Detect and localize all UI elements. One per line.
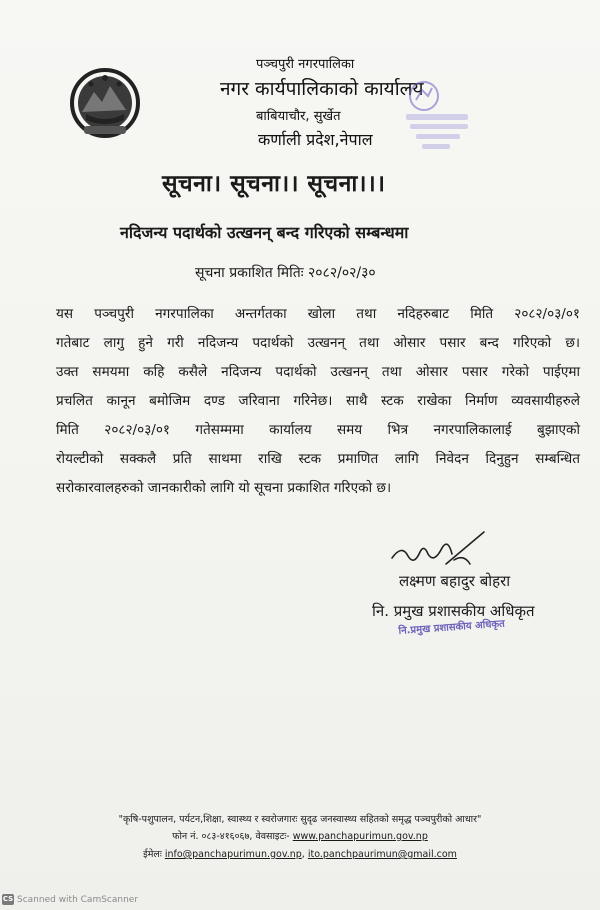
office-seal-stamp-icon (398, 74, 476, 156)
body-line: यस पञ्चपुरी नगरपालिका अन्तर्गतका खोला तथा नदिहरुबाट मिति २०८२/०३/०१ (56, 306, 580, 322)
footer-slogan: "कृषि-पशुपालन, पर्यटन,शिक्षा, स्वास्थ्य र स्वरोजगारः सुदृढ जनस्वास्थ्य सहितको समृद्ध पञ्चपुरीको आधार" (118, 814, 482, 825)
body-line: उक्त समयमा कहि कसैले नदिजन्य पदार्थको उत्खनन् तथा ओसार पसार गरेको पाईएमा (56, 364, 580, 380)
office-name: नगर कार्यपालिकाको कार्यालय (220, 78, 424, 100)
province-country: कर्णाली प्रदेश,नेपाल (258, 130, 373, 149)
signer-name: लक्ष्मण बहादुर बोहरा (399, 572, 511, 590)
body-line: प्रचलित कानून बमोजिम दण्ड जरिवाना गरिनेछ। साथै स्टक राखेका निर्माण व्यवसायीहरुले (56, 393, 580, 409)
nepal-emblem-icon (66, 64, 144, 142)
email-link-info[interactable]: info@panchapurimun.gov.np (164, 849, 302, 860)
handwritten-signature-icon (388, 524, 488, 576)
municipality-name: पञ्चपुरी नगरपालिका (256, 57, 355, 72)
notice-title: सूचना। सूचना।। सूचना।।। (162, 171, 386, 197)
signer-designation: नि. प्रमुख प्रशासकीय अधिकृत (372, 602, 535, 620)
office-address: बाबियाचौर, सुर्खेत (256, 109, 341, 124)
designation-stamp: नि.प्रमुख प्रशासकीय अधिकृत (398, 618, 506, 637)
phone-label: फोन नं. ०८३-४१६०६७, वेवसाइटः- (172, 831, 290, 842)
body-line: सरोकारवालहरुको जानकारीको लागि यो सूचना प्रकाशित गरिएको छ। (56, 480, 392, 496)
notice-body (56, 300, 580, 503)
email-link-ito[interactable]: ito.panchpaurimun@gmail.com (307, 849, 457, 860)
body-line: गतेबाट लागु हुने गरी नदिजन्य पदार्थको उत्खनन् तथा ओसार पसार बन्द गरिएको छ। (56, 335, 580, 351)
email-separator: , (301, 849, 305, 860)
body-line: मिति २०८२/०३/०१ गतेसम्ममा कार्यालय समय भित्र नगरपालिकालाई बुझाएको (56, 422, 580, 438)
website-link[interactable]: www.panchapurimun.gov.np (292, 831, 428, 842)
scanner-text: Scanned with CamScanner (17, 894, 139, 905)
publish-date: सूचना प्रकाशित मितिः २०८२/०२/३० (195, 265, 376, 281)
notice-subject: नदिजन्य पदार्थको उत्खनन् बन्द गरिएको सम्बन्धमा (120, 223, 409, 242)
camscanner-icon: CS (2, 895, 14, 903)
body-line: रोयल्टीको सक्कलै प्रति साथमा राखि स्टक प्रमाणित लागि निवेदन दिनुहुन सम्बन्धित (56, 451, 580, 467)
scanner-watermark (2, 894, 138, 905)
footer-email (0, 847, 600, 860)
footer-contact (0, 829, 600, 842)
email-label: ईमेलः (143, 849, 162, 860)
